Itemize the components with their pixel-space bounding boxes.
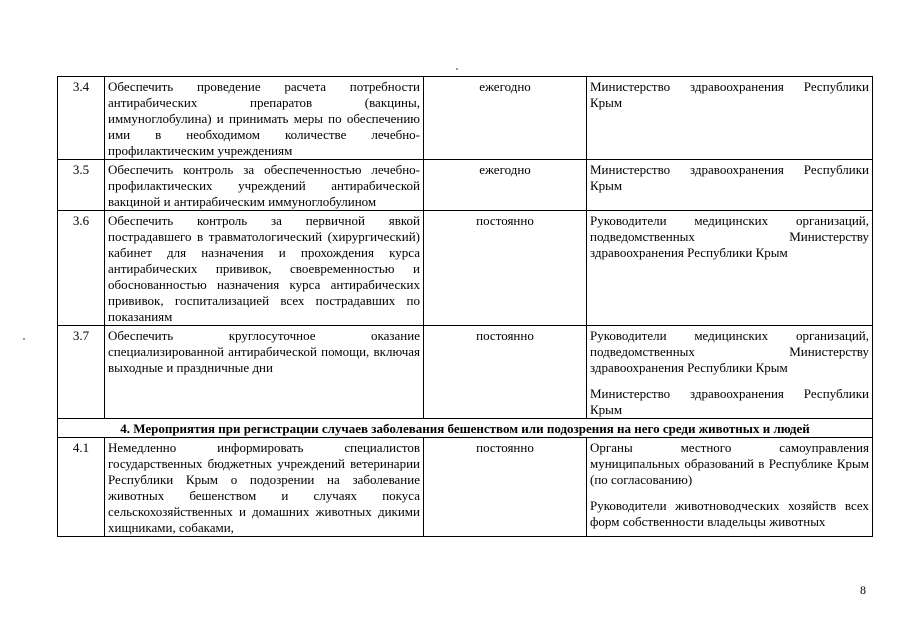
responsible-text: Руководители медицинских организаций, подведомственных Министерству здравоохранения Республики Крым: [590, 213, 869, 260]
section-heading: 4. Мероприятия при регистрации случаев заболевания бешенством или подозрения на него среди животных и людей: [58, 419, 873, 438]
deadline-text: ежегодно: [424, 160, 587, 211]
responsible-cell: [587, 160, 873, 211]
responsible-text: Министерство здравоохранения Республики Крым: [590, 79, 869, 110]
action-text: Обеспечить контроль за первичной явкой пострадавшего в травматологический (хирургический) кабинет для назначения и прохождения курса антирабических прививок, своевременностью и обоснованностью назначения курса антирабических прививок, госпитализацией всех пострадавших по показаниям: [105, 211, 424, 326]
action-text: Обеспечить контроль за обеспеченностью лечебно-профилактических учреждений антирабической вакциной и антирабическим иммуноглобулином: [105, 160, 424, 211]
action-text: Немедленно информировать специалистов государственных бюджетных учреждений ветеринарии Республики Крым о подозрении на заболевание животных бешенством и случаях покуса сельскохозяйственных и домашних животных дикими хищниками, собаками,: [105, 438, 424, 537]
table-row: [58, 326, 873, 419]
scan-speck: [23, 338, 25, 340]
responsible-cell: [587, 211, 873, 326]
responsible-text: Органы местного самоуправления муниципальных образований в Республике Крым (по согласованию): [590, 440, 869, 487]
responsible-cell: [587, 77, 873, 160]
action-text: Обеспечить круглосуточное оказание специализированной антирабической помощи, включая выходные и праздничные дни: [105, 326, 424, 419]
table-row: [58, 77, 873, 160]
table-row: [58, 211, 873, 326]
deadline-text: постоянно: [424, 438, 587, 537]
responsible-text: Министерство здравоохранения Республики Крым: [590, 162, 869, 193]
section-row: [58, 419, 873, 438]
measures-table: [57, 76, 873, 537]
item-number: 3.4: [58, 77, 105, 160]
item-number: 3.7: [58, 326, 105, 419]
responsible-text: Руководители животноводческих хозяйств всех форм собственности владельцы животных: [590, 498, 869, 529]
responsible-text: Руководители медицинских организаций, подведомственных Министерству здравоохранения Республики Крым: [590, 328, 869, 375]
item-number: 3.5: [58, 160, 105, 211]
responsible-cell: [587, 438, 873, 537]
deadline-text: ежегодно: [424, 77, 587, 160]
deadline-text: постоянно: [424, 326, 587, 419]
page-number: 8: [860, 583, 866, 597]
table-row: [58, 160, 873, 211]
responsible-cell: [587, 326, 873, 419]
table-row: [58, 438, 873, 537]
deadline-text: постоянно: [424, 211, 587, 326]
responsible-text: Министерство здравоохранения Республики Крым: [590, 386, 869, 417]
scan-speck: [456, 68, 458, 70]
item-number: 4.1: [58, 438, 105, 537]
item-number: 3.6: [58, 211, 105, 326]
action-text: Обеспечить проведение расчета потребности антирабических препаратов (вакцины, иммуноглобулина) и принимать меры по обеспечению ими в необходимом количестве лечебно-профилактическим учреждениям: [105, 77, 424, 160]
